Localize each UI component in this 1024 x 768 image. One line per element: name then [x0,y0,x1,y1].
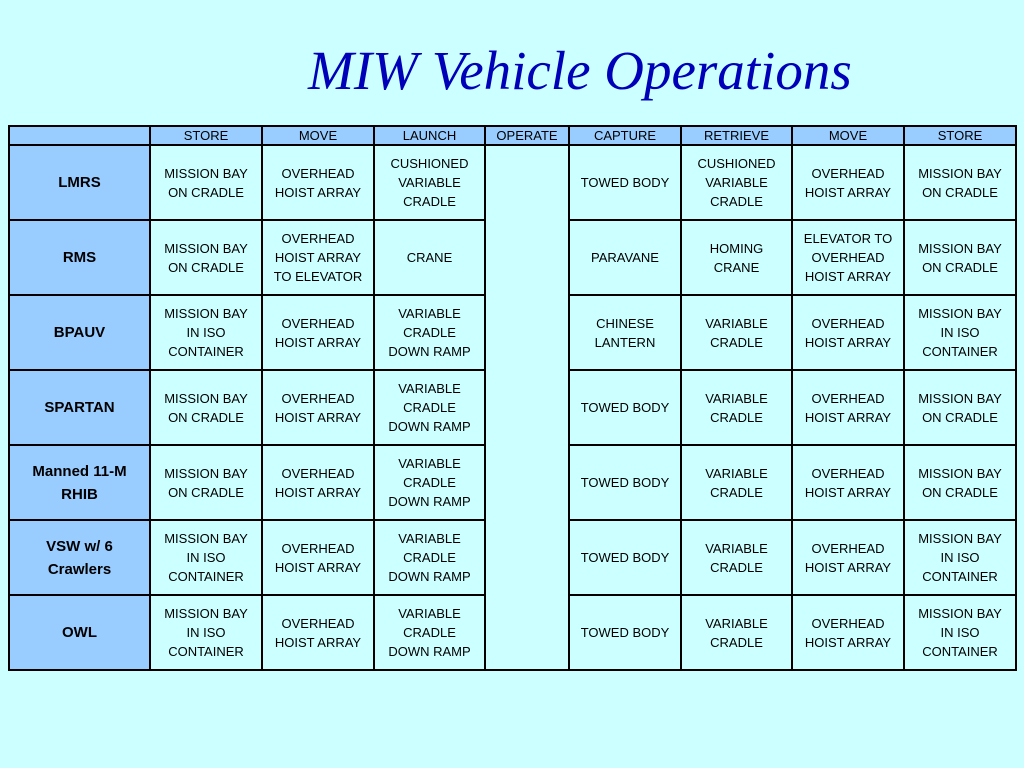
store-text: MISSION BAY IN ISO CONTAINER [164,306,248,359]
move-cell [262,145,374,220]
retrieve-text: CUSHIONED VARIABLE CRADLE [697,156,776,209]
store-return-text: MISSION BAY ON CRADLE [918,165,1002,200]
launch-text: VARIABLE CRADLE DOWN RAMP [388,531,471,584]
retrieve-text: VARIABLE CRADLE [705,615,768,650]
store-return-cell [904,520,1016,595]
launch-cell [374,295,485,370]
capture-cell [569,520,681,595]
column-header-move-return: MOVE [792,126,904,145]
store-return-cell [904,595,1016,670]
store-cell [150,220,262,295]
vehicle-name [9,145,150,220]
retrieve-cell [681,145,792,220]
vehicle-name [9,520,150,595]
launch-text: VARIABLE CRADLE DOWN RAMP [388,456,471,509]
retrieve-text: VARIABLE CRADLE [705,465,768,500]
move-cell [262,595,374,670]
capture-cell [569,370,681,445]
move-cell [262,520,374,595]
move-return-text: OVERHEAD HOIST ARRAY [804,165,892,200]
retrieve-cell [681,370,792,445]
move-return-cell [792,220,904,295]
store-return-cell [904,370,1016,445]
move-return-text: OVERHEAD HOIST ARRAY [804,465,892,500]
store-cell [150,295,262,370]
launch-text: VARIABLE CRADLE DOWN RAMP [388,606,471,659]
move-text: OVERHEAD HOIST ARRAY TO ELEVATOR [273,231,363,284]
capture-text: TOWED BODY [580,550,670,565]
corner-header [9,126,150,145]
store-return-cell [904,220,1016,295]
capture-text: TOWED BODY [580,625,670,640]
move-return-cell [792,145,904,220]
vehicle-operations-table [8,125,1017,671]
launch-text: CUSHIONED VARIABLE CRADLE [390,156,469,209]
column-header-move: MOVE [262,126,374,145]
retrieve-text: VARIABLE CRADLE [705,390,768,425]
vehicle-name-text: LMRS [58,174,101,191]
move-cell [262,370,374,445]
move-return-text: OVERHEAD HOIST ARRAY [804,540,892,575]
store-text: MISSION BAY IN ISO CONTAINER [164,531,248,584]
store-cell [150,370,262,445]
move-return-cell [792,370,904,445]
store-return-text: MISSION BAY ON CRADLE [918,465,1002,500]
column-header-launch: LAUNCH [374,126,485,145]
vehicle-name-text: OWL [62,624,97,641]
vehicle-name [9,220,150,295]
retrieve-cell [681,295,792,370]
column-header-store-return: STORE [904,126,1016,145]
vehicle-name-text: SPARTAN [44,399,115,416]
launch-cell [374,445,485,520]
vehicle-name [9,295,150,370]
store-return-text: MISSION BAY IN ISO CONTAINER [918,306,1002,359]
table-row [9,145,1016,220]
move-text: OVERHEAD HOIST ARRAY [274,615,362,650]
store-return-text: MISSION BAY IN ISO CONTAINER [918,606,1002,659]
capture-cell [569,220,681,295]
store-text: MISSION BAY ON CRADLE [164,390,248,425]
store-return-text: MISSION BAY IN ISO CONTAINER [918,531,1002,584]
launch-cell [374,520,485,595]
capture-cell [569,595,681,670]
move-text: OVERHEAD HOIST ARRAY [274,315,362,350]
store-return-cell [904,295,1016,370]
vehicle-name-text: VSW w/ 6 Crawlers [46,537,113,578]
capture-text: CHINESE LANTERN [594,315,656,350]
header-row [9,126,1016,145]
retrieve-text: HOMING CRANE [709,240,764,275]
move-return-text: ELEVATOR TO OVERHEAD HOIST ARRAY [803,231,893,284]
capture-cell [569,445,681,520]
move-cell [262,295,374,370]
vehicle-name [9,370,150,445]
move-return-cell [792,445,904,520]
launch-cell [374,145,485,220]
store-text: MISSION BAY ON CRADLE [164,465,248,500]
store-cell [150,145,262,220]
store-return-text: MISSION BAY ON CRADLE [918,390,1002,425]
capture-cell [569,295,681,370]
move-text: OVERHEAD HOIST ARRAY [274,390,362,425]
store-return-cell [904,445,1016,520]
column-header-capture: CAPTURE [569,126,681,145]
move-return-text: OVERHEAD HOIST ARRAY [804,615,892,650]
capture-text: PARAVANE [591,250,659,265]
column-header-retrieve: RETRIEVE [681,126,792,145]
launch-text: CRANE [406,250,453,265]
retrieve-cell [681,595,792,670]
column-header-operate: OPERATE [485,126,569,145]
move-return-text: OVERHEAD HOIST ARRAY [804,390,892,425]
operate-column-cell [485,145,569,670]
launch-text: VARIABLE CRADLE DOWN RAMP [388,381,471,434]
vehicle-name [9,445,150,520]
capture-text: TOWED BODY [580,475,670,490]
vehicle-name-text: Manned 11-M RHIB [32,462,127,503]
vehicle-name-text: BPAUV [53,324,106,341]
vehicle-name-text: RMS [62,249,97,266]
store-cell [150,520,262,595]
column-header-store: STORE [150,126,262,145]
retrieve-text: VARIABLE CRADLE [705,540,768,575]
move-text: OVERHEAD HOIST ARRAY [274,465,362,500]
launch-cell [374,370,485,445]
move-text: OVERHEAD HOIST ARRAY [274,165,362,200]
store-return-text: MISSION BAY ON CRADLE [918,240,1002,275]
launch-text: VARIABLE CRADLE DOWN RAMP [388,306,471,359]
store-cell [150,445,262,520]
store-text: MISSION BAY ON CRADLE [164,240,248,275]
move-cell [262,220,374,295]
store-cell [150,595,262,670]
retrieve-text: VARIABLE CRADLE [705,315,768,350]
retrieve-cell [681,445,792,520]
capture-cell [569,145,681,220]
move-return-cell [792,520,904,595]
store-text: MISSION BAY ON CRADLE [164,165,248,200]
slide-title: MIW Vehicle Operations [308,40,852,101]
move-return-cell [792,295,904,370]
capture-text: TOWED BODY [580,175,670,190]
move-return-cell [792,595,904,670]
retrieve-cell [681,520,792,595]
store-text: MISSION BAY IN ISO CONTAINER [164,606,248,659]
retrieve-cell [681,220,792,295]
move-cell [262,445,374,520]
capture-text: TOWED BODY [580,400,670,415]
move-return-text: OVERHEAD HOIST ARRAY [804,315,892,350]
move-text: OVERHEAD HOIST ARRAY [274,540,362,575]
launch-cell [374,595,485,670]
vehicle-name [9,595,150,670]
launch-cell [374,220,485,295]
store-return-cell [904,145,1016,220]
